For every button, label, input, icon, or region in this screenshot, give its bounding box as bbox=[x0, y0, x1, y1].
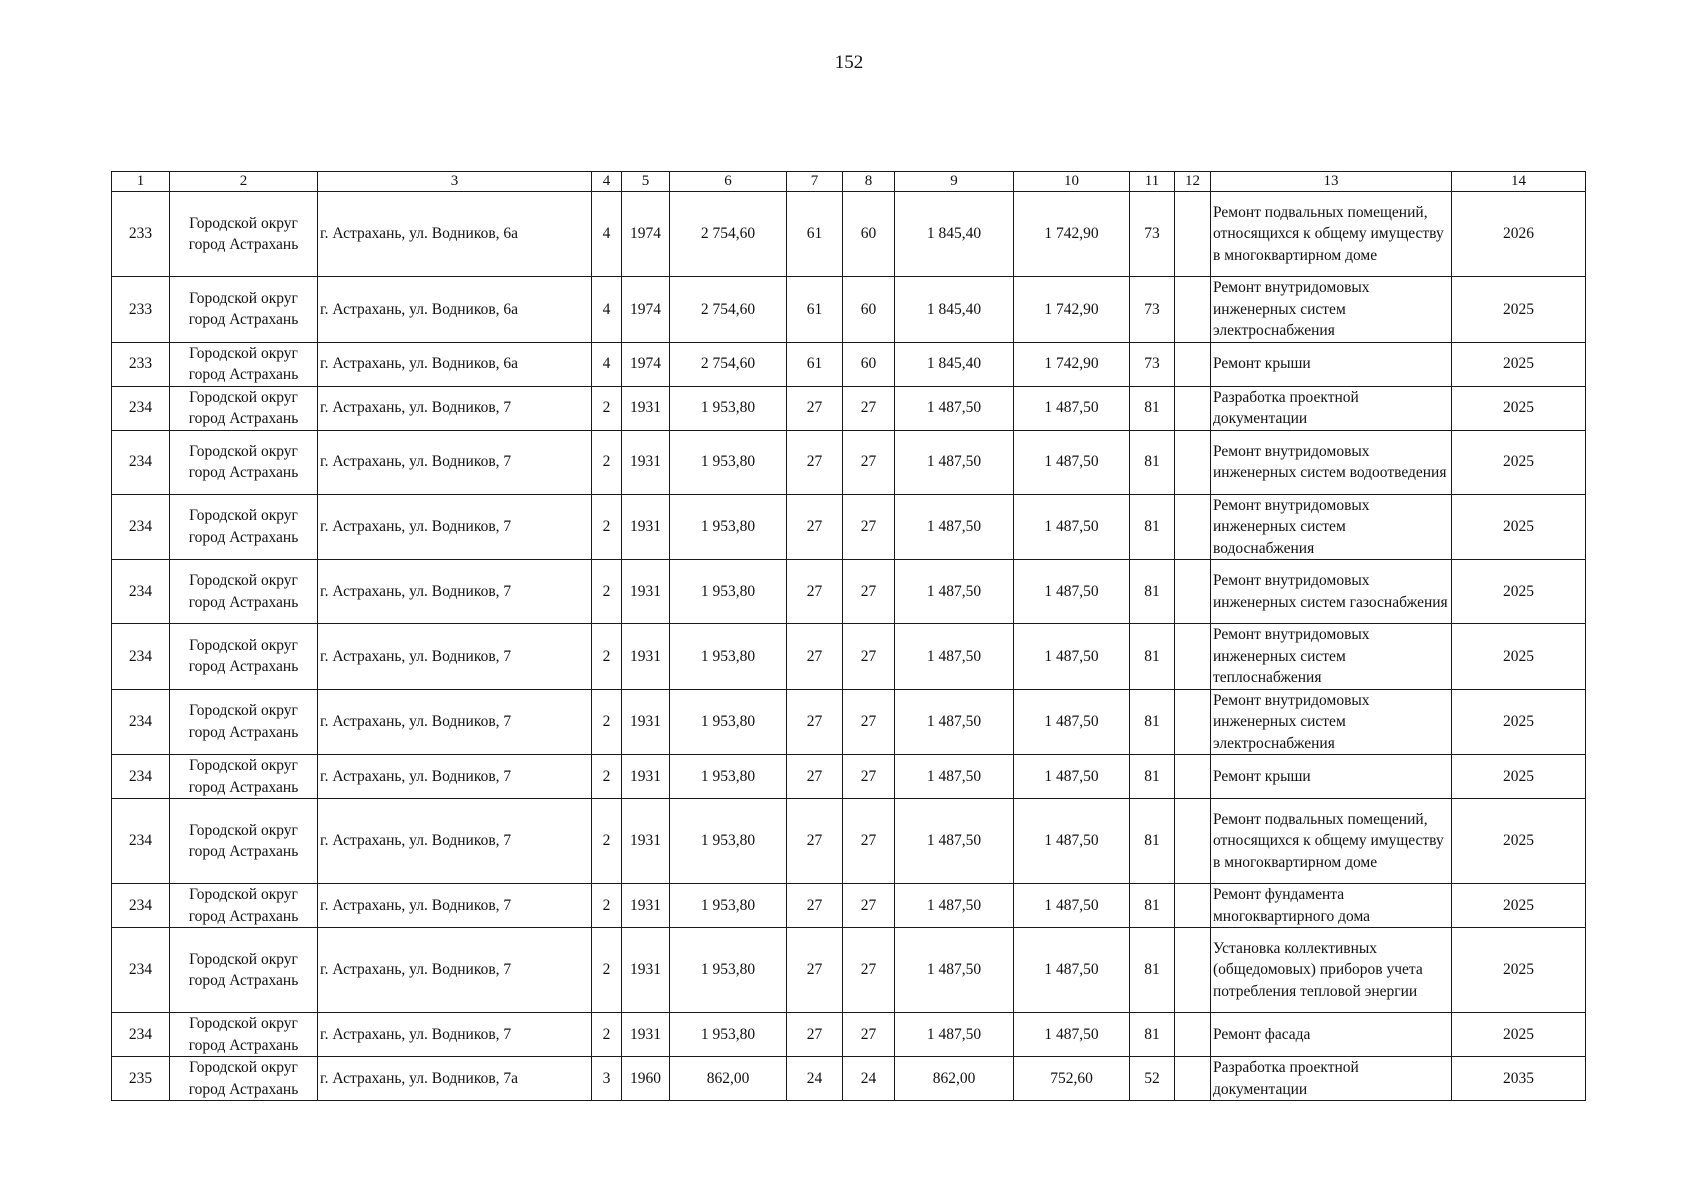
cell-c5: 1931 bbox=[622, 560, 670, 624]
cell-c4: 2 bbox=[592, 1013, 622, 1057]
cell-c7: 27 bbox=[787, 928, 843, 1013]
column-number-row bbox=[112, 172, 1586, 192]
cell-c6: 1 953,80 bbox=[670, 560, 787, 624]
work-type-cell: Ремонт внутридомовых инженерных систем электроснабжения bbox=[1211, 277, 1452, 343]
cell-c6: 862,00 bbox=[670, 1057, 787, 1101]
column-header: 6 bbox=[670, 172, 787, 192]
cell-c8: 27 bbox=[843, 884, 895, 928]
planned-year-cell: 2025 bbox=[1452, 430, 1586, 494]
district-cell: Городской округ город Астрахань bbox=[170, 624, 318, 690]
district-cell: Городской округ город Астрахань bbox=[170, 342, 318, 386]
planned-year-cell: 2025 bbox=[1452, 689, 1586, 755]
planned-year-cell: 2025 bbox=[1452, 560, 1586, 624]
cell-c10: 1 487,50 bbox=[1014, 799, 1130, 884]
table-row bbox=[112, 277, 1586, 343]
cell-c6: 1 953,80 bbox=[670, 1013, 787, 1057]
cell-c6: 1 953,80 bbox=[670, 755, 787, 799]
cell-c6: 2 754,60 bbox=[670, 342, 787, 386]
cell-c9: 1 845,40 bbox=[895, 342, 1014, 386]
cell-c8: 27 bbox=[843, 386, 895, 430]
cell-c4: 2 bbox=[592, 494, 622, 560]
cell-c6: 1 953,80 bbox=[670, 799, 787, 884]
column-header: 9 bbox=[895, 172, 1014, 192]
cell-c5: 1931 bbox=[622, 928, 670, 1013]
cell-c12 bbox=[1175, 494, 1211, 560]
cell-c5: 1974 bbox=[622, 342, 670, 386]
planned-year-cell: 2025 bbox=[1452, 624, 1586, 690]
cell-c12 bbox=[1175, 799, 1211, 884]
cell-c7: 24 bbox=[787, 1057, 843, 1101]
cell-c8: 27 bbox=[843, 560, 895, 624]
cell-c8: 60 bbox=[843, 277, 895, 343]
cell-c10: 1 742,90 bbox=[1014, 277, 1130, 343]
cell-c11: 81 bbox=[1130, 494, 1175, 560]
cell-c8: 27 bbox=[843, 624, 895, 690]
table-row bbox=[112, 1013, 1586, 1057]
cell-c4: 2 bbox=[592, 430, 622, 494]
cell-c11: 81 bbox=[1130, 560, 1175, 624]
cell-c10: 1 487,50 bbox=[1014, 430, 1130, 494]
cell-c4: 2 bbox=[592, 624, 622, 690]
cell-c9: 1 845,40 bbox=[895, 277, 1014, 343]
planned-year-cell: 2025 bbox=[1452, 494, 1586, 560]
cell-c9: 1 487,50 bbox=[895, 755, 1014, 799]
column-header: 7 bbox=[787, 172, 843, 192]
table-row bbox=[112, 1057, 1586, 1101]
column-header: 4 bbox=[592, 172, 622, 192]
work-type-cell: Ремонт внутридомовых инженерных систем водоснабжения bbox=[1211, 494, 1452, 560]
cell-c5: 1931 bbox=[622, 1013, 670, 1057]
table-row bbox=[112, 494, 1586, 560]
cell-c5: 1931 bbox=[622, 386, 670, 430]
address-cell: г. Астрахань, ул. Водников, 7 bbox=[318, 494, 592, 560]
table-row bbox=[112, 430, 1586, 494]
cell-c9: 1 487,50 bbox=[895, 494, 1014, 560]
cell-c11: 81 bbox=[1130, 799, 1175, 884]
cell-c9: 1 487,50 bbox=[895, 799, 1014, 884]
table-row bbox=[112, 624, 1586, 690]
cell-c9: 1 487,50 bbox=[895, 689, 1014, 755]
cell-c9: 1 487,50 bbox=[895, 928, 1014, 1013]
work-type-cell: Ремонт крыши bbox=[1211, 342, 1452, 386]
planned-year-cell: 2025 bbox=[1452, 386, 1586, 430]
cell-c10: 1 487,50 bbox=[1014, 386, 1130, 430]
district-cell: Городской округ город Астрахань bbox=[170, 494, 318, 560]
cell-c4: 4 bbox=[592, 192, 622, 277]
address-cell: г. Астрахань, ул. Водников, 6а bbox=[318, 192, 592, 277]
cell-c9: 1 487,50 bbox=[895, 386, 1014, 430]
cell-c5: 1960 bbox=[622, 1057, 670, 1101]
cell-c12 bbox=[1175, 192, 1211, 277]
table-row bbox=[112, 799, 1586, 884]
cell-c10: 752,60 bbox=[1014, 1057, 1130, 1101]
address-cell: г. Астрахань, ул. Водников, 7 bbox=[318, 560, 592, 624]
cell-c5: 1931 bbox=[622, 799, 670, 884]
cell-c7: 61 bbox=[787, 192, 843, 277]
table-row bbox=[112, 755, 1586, 799]
address-cell: г. Астрахань, ул. Водников, 6а bbox=[318, 277, 592, 343]
cell-c10: 1 487,50 bbox=[1014, 494, 1130, 560]
planned-year-cell: 2025 bbox=[1452, 755, 1586, 799]
row-number-cell: 234 bbox=[112, 386, 170, 430]
address-cell: г. Астрахань, ул. Водников, 7 bbox=[318, 689, 592, 755]
work-type-cell: Ремонт внутридомовых инженерных систем электроснабжения bbox=[1211, 689, 1452, 755]
cell-c4: 2 bbox=[592, 560, 622, 624]
row-number-cell: 235 bbox=[112, 1057, 170, 1101]
district-cell: Городской округ город Астрахань bbox=[170, 928, 318, 1013]
district-cell: Городской округ город Астрахань bbox=[170, 560, 318, 624]
district-cell: Городской округ город Астрахань bbox=[170, 192, 318, 277]
district-cell: Городской округ город Астрахань bbox=[170, 277, 318, 343]
table-row bbox=[112, 192, 1586, 277]
cell-c12 bbox=[1175, 277, 1211, 343]
cell-c6: 1 953,80 bbox=[670, 928, 787, 1013]
planned-year-cell: 2025 bbox=[1452, 277, 1586, 343]
cell-c7: 27 bbox=[787, 494, 843, 560]
cell-c4: 2 bbox=[592, 884, 622, 928]
cell-c11: 52 bbox=[1130, 1057, 1175, 1101]
cell-c8: 27 bbox=[843, 689, 895, 755]
cell-c6: 2 754,60 bbox=[670, 192, 787, 277]
cell-c8: 27 bbox=[843, 928, 895, 1013]
cell-c11: 81 bbox=[1130, 624, 1175, 690]
cell-c7: 27 bbox=[787, 624, 843, 690]
cell-c5: 1974 bbox=[622, 277, 670, 343]
cell-c6: 1 953,80 bbox=[670, 494, 787, 560]
row-number-cell: 234 bbox=[112, 624, 170, 690]
column-header: 5 bbox=[622, 172, 670, 192]
work-type-cell: Ремонт подвальных помещений, относящихся к общему имуществу в многоквартирном доме bbox=[1211, 192, 1452, 277]
planned-year-cell: 2026 bbox=[1452, 192, 1586, 277]
page-number: 152 bbox=[834, 52, 864, 73]
row-number-cell: 234 bbox=[112, 928, 170, 1013]
cell-c4: 4 bbox=[592, 342, 622, 386]
cell-c7: 27 bbox=[787, 386, 843, 430]
cell-c10: 1 487,50 bbox=[1014, 560, 1130, 624]
planned-year-cell: 2025 bbox=[1452, 884, 1586, 928]
work-type-cell: Ремонт крыши bbox=[1211, 755, 1452, 799]
district-cell: Городской округ город Астрахань bbox=[170, 430, 318, 494]
planned-year-cell: 2025 bbox=[1452, 342, 1586, 386]
cell-c6: 2 754,60 bbox=[670, 277, 787, 343]
cell-c8: 27 bbox=[843, 494, 895, 560]
cell-c5: 1931 bbox=[622, 624, 670, 690]
row-number-cell: 233 bbox=[112, 277, 170, 343]
cell-c6: 1 953,80 bbox=[670, 386, 787, 430]
cell-c12 bbox=[1175, 386, 1211, 430]
work-type-cell: Установка коллективных (общедомовых) приборов учета потребления тепловой энергии bbox=[1211, 928, 1452, 1013]
cell-c5: 1931 bbox=[622, 430, 670, 494]
cell-c5: 1931 bbox=[622, 494, 670, 560]
work-type-cell: Ремонт внутридомовых инженерных систем водоотведения bbox=[1211, 430, 1452, 494]
cell-c9: 1 487,50 bbox=[895, 560, 1014, 624]
planned-year-cell: 2025 bbox=[1452, 1013, 1586, 1057]
cell-c7: 27 bbox=[787, 884, 843, 928]
cell-c4: 2 bbox=[592, 755, 622, 799]
cell-c10: 1 487,50 bbox=[1014, 755, 1130, 799]
cell-c12 bbox=[1175, 689, 1211, 755]
table-row bbox=[112, 342, 1586, 386]
column-header: 12 bbox=[1175, 172, 1211, 192]
cell-c10: 1 742,90 bbox=[1014, 342, 1130, 386]
district-cell: Городской округ город Астрахань bbox=[170, 755, 318, 799]
row-number-cell: 234 bbox=[112, 560, 170, 624]
cell-c5: 1931 bbox=[622, 884, 670, 928]
district-cell: Городской округ город Астрахань bbox=[170, 689, 318, 755]
column-header: 8 bbox=[843, 172, 895, 192]
district-cell: Городской округ город Астрахань bbox=[170, 884, 318, 928]
work-type-cell: Разработка проектной документации bbox=[1211, 386, 1452, 430]
cell-c6: 1 953,80 bbox=[670, 884, 787, 928]
cell-c8: 24 bbox=[843, 1057, 895, 1101]
address-cell: г. Астрахань, ул. Водников, 7 bbox=[318, 386, 592, 430]
cell-c10: 1 487,50 bbox=[1014, 928, 1130, 1013]
cell-c11: 73 bbox=[1130, 192, 1175, 277]
cell-c10: 1 742,90 bbox=[1014, 192, 1130, 277]
row-number-cell: 234 bbox=[112, 689, 170, 755]
cell-c10: 1 487,50 bbox=[1014, 1013, 1130, 1057]
cell-c12 bbox=[1175, 430, 1211, 494]
cell-c11: 81 bbox=[1130, 928, 1175, 1013]
cell-c12 bbox=[1175, 1013, 1211, 1057]
column-header: 3 bbox=[318, 172, 592, 192]
cell-c8: 60 bbox=[843, 342, 895, 386]
row-number-cell: 234 bbox=[112, 1013, 170, 1057]
cell-c8: 60 bbox=[843, 192, 895, 277]
address-cell: г. Астрахань, ул. Водников, 7а bbox=[318, 1057, 592, 1101]
cell-c12 bbox=[1175, 624, 1211, 690]
work-type-cell: Ремонт подвальных помещений, относящихся к общему имуществу в многоквартирном доме bbox=[1211, 799, 1452, 884]
planned-year-cell: 2035 bbox=[1452, 1057, 1586, 1101]
cell-c12 bbox=[1175, 1057, 1211, 1101]
cell-c9: 1 487,50 bbox=[895, 1013, 1014, 1057]
table-body bbox=[112, 192, 1586, 1101]
work-type-cell: Ремонт фундамента многоквартирного дома bbox=[1211, 884, 1452, 928]
cell-c6: 1 953,80 bbox=[670, 430, 787, 494]
planned-year-cell: 2025 bbox=[1452, 799, 1586, 884]
cell-c12 bbox=[1175, 560, 1211, 624]
address-cell: г. Астрахань, ул. Водников, 7 bbox=[318, 884, 592, 928]
cell-c7: 27 bbox=[787, 1013, 843, 1057]
row-number-cell: 234 bbox=[112, 430, 170, 494]
address-cell: г. Астрахань, ул. Водников, 7 bbox=[318, 430, 592, 494]
district-cell: Городской округ город Астрахань bbox=[170, 799, 318, 884]
cell-c7: 27 bbox=[787, 755, 843, 799]
cell-c4: 2 bbox=[592, 799, 622, 884]
cell-c9: 1 487,50 bbox=[895, 430, 1014, 494]
cell-c7: 27 bbox=[787, 689, 843, 755]
planned-year-cell: 2025 bbox=[1452, 928, 1586, 1013]
cell-c9: 1 487,50 bbox=[895, 624, 1014, 690]
column-header: 2 bbox=[170, 172, 318, 192]
cell-c4: 4 bbox=[592, 277, 622, 343]
cell-c7: 27 bbox=[787, 430, 843, 494]
row-number-cell: 234 bbox=[112, 884, 170, 928]
address-cell: г. Астрахань, ул. Водников, 7 bbox=[318, 755, 592, 799]
cell-c4: 3 bbox=[592, 1057, 622, 1101]
address-cell: г. Астрахань, ул. Водников, 6а bbox=[318, 342, 592, 386]
cell-c11: 73 bbox=[1130, 277, 1175, 343]
row-number-cell: 233 bbox=[112, 192, 170, 277]
table-row bbox=[112, 884, 1586, 928]
table-row bbox=[112, 560, 1586, 624]
cell-c7: 61 bbox=[787, 342, 843, 386]
address-cell: г. Астрахань, ул. Водников, 7 bbox=[318, 928, 592, 1013]
address-cell: г. Астрахань, ул. Водников, 7 bbox=[318, 799, 592, 884]
cell-c4: 2 bbox=[592, 386, 622, 430]
cell-c11: 73 bbox=[1130, 342, 1175, 386]
row-number-cell: 234 bbox=[112, 799, 170, 884]
cell-c11: 81 bbox=[1130, 430, 1175, 494]
cell-c7: 61 bbox=[787, 277, 843, 343]
district-cell: Городской округ город Астрахань bbox=[170, 1057, 318, 1101]
cell-c5: 1974 bbox=[622, 192, 670, 277]
cell-c6: 1 953,80 bbox=[670, 689, 787, 755]
cell-c11: 81 bbox=[1130, 884, 1175, 928]
cell-c8: 27 bbox=[843, 755, 895, 799]
district-cell: Городской округ город Астрахань bbox=[170, 1013, 318, 1057]
work-type-cell: Разработка проектной документации bbox=[1211, 1057, 1452, 1101]
cell-c6: 1 953,80 bbox=[670, 624, 787, 690]
table-row bbox=[112, 689, 1586, 755]
cell-c8: 27 bbox=[843, 430, 895, 494]
cell-c5: 1931 bbox=[622, 755, 670, 799]
cell-c12 bbox=[1175, 884, 1211, 928]
cell-c7: 27 bbox=[787, 799, 843, 884]
cell-c8: 27 bbox=[843, 1013, 895, 1057]
cell-c9: 1 487,50 bbox=[895, 884, 1014, 928]
cell-c11: 81 bbox=[1130, 755, 1175, 799]
cell-c11: 81 bbox=[1130, 689, 1175, 755]
cell-c10: 1 487,50 bbox=[1014, 624, 1130, 690]
repair-program-table bbox=[111, 171, 1586, 1101]
cell-c11: 81 bbox=[1130, 386, 1175, 430]
district-cell: Городской округ город Астрахань bbox=[170, 386, 318, 430]
cell-c7: 27 bbox=[787, 560, 843, 624]
cell-c5: 1931 bbox=[622, 689, 670, 755]
work-type-cell: Ремонт внутридомовых инженерных систем газоснабжения bbox=[1211, 560, 1452, 624]
table-row bbox=[112, 386, 1586, 430]
row-number-cell: 234 bbox=[112, 494, 170, 560]
cell-c9: 862,00 bbox=[895, 1057, 1014, 1101]
work-type-cell: Ремонт фасада bbox=[1211, 1013, 1452, 1057]
column-header: 13 bbox=[1211, 172, 1452, 192]
column-header: 1 bbox=[112, 172, 170, 192]
cell-c4: 2 bbox=[592, 928, 622, 1013]
table-row bbox=[112, 928, 1586, 1013]
cell-c8: 27 bbox=[843, 799, 895, 884]
column-header: 10 bbox=[1014, 172, 1130, 192]
address-cell: г. Астрахань, ул. Водников, 7 bbox=[318, 1013, 592, 1057]
column-header: 14 bbox=[1452, 172, 1586, 192]
row-number-cell: 234 bbox=[112, 755, 170, 799]
cell-c12 bbox=[1175, 342, 1211, 386]
cell-c4: 2 bbox=[592, 689, 622, 755]
cell-c11: 81 bbox=[1130, 1013, 1175, 1057]
column-header: 11 bbox=[1130, 172, 1175, 192]
cell-c10: 1 487,50 bbox=[1014, 689, 1130, 755]
cell-c12 bbox=[1175, 928, 1211, 1013]
row-number-cell: 233 bbox=[112, 342, 170, 386]
cell-c9: 1 845,40 bbox=[895, 192, 1014, 277]
work-type-cell: Ремонт внутридомовых инженерных систем теплоснабжения bbox=[1211, 624, 1452, 690]
cell-c12 bbox=[1175, 755, 1211, 799]
address-cell: г. Астрахань, ул. Водников, 7 bbox=[318, 624, 592, 690]
cell-c10: 1 487,50 bbox=[1014, 884, 1130, 928]
